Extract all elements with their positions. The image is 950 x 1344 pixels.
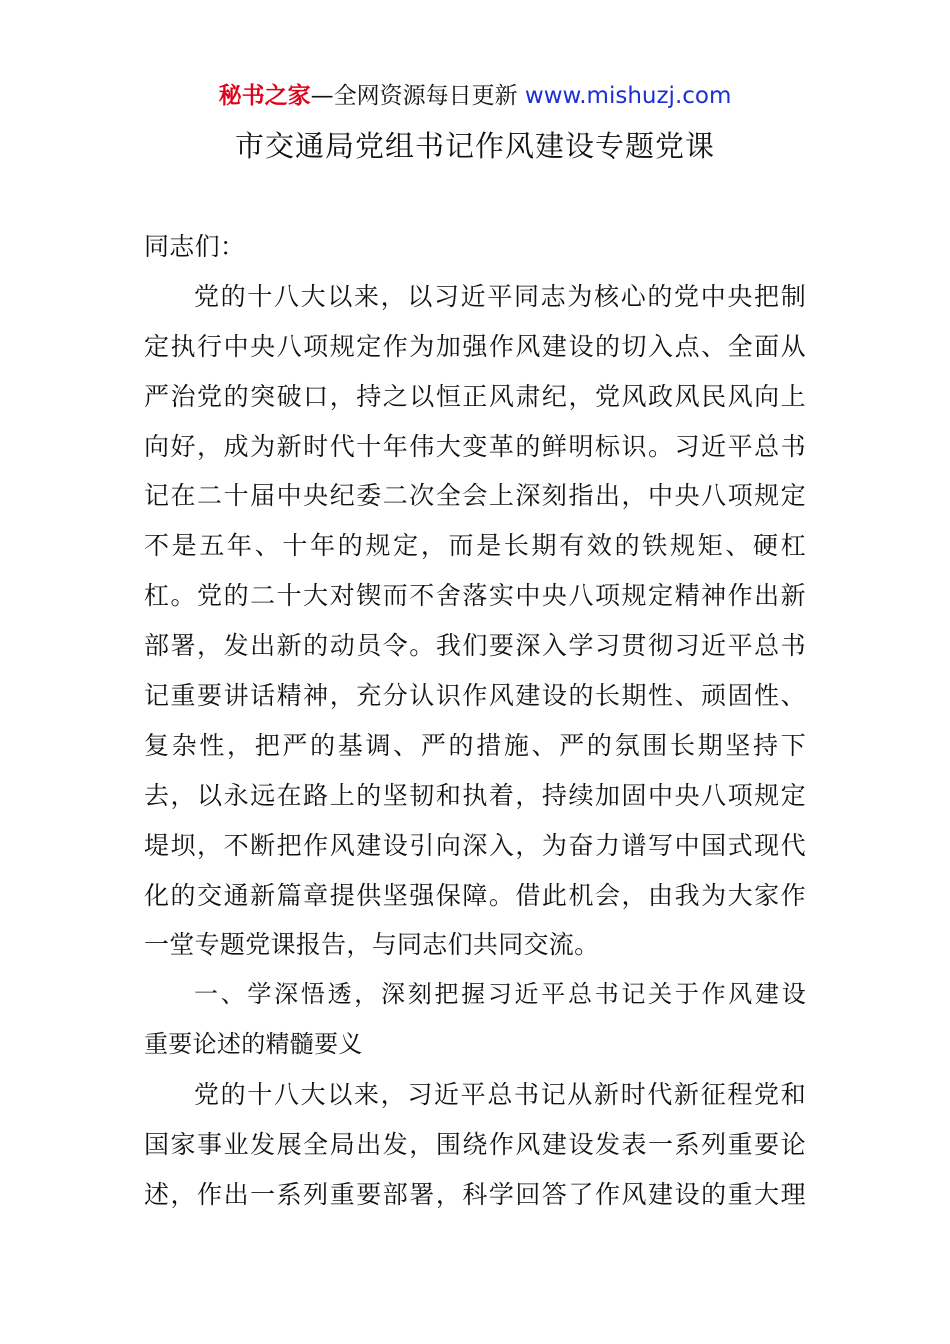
paragraph-line: 记在二十届中央纪委二次全会上深刻指出，中央八项规定 [144, 481, 806, 511]
paragraph-line: 国家事业发展全局出发，围绕作风建设发表一系列重要论 [144, 1130, 806, 1160]
site-tagline: —全网资源每日更新 [310, 83, 525, 109]
paragraph-line: 党的十八大以来，以习近平同志为核心的党中央把制 [194, 281, 806, 311]
paragraph-line: 一堂专题党课报告，与同志们共同交流。 [144, 930, 600, 960]
paragraph-line: 向好，成为新时代十年伟大变革的鲜明标识。习近平总书 [144, 431, 806, 461]
document-title: 市交通局党组书记作风建设专题党课 [234, 129, 715, 163]
paragraph-line: 化的交通新篇章提供坚强保障。借此机会，由我为大家作 [144, 880, 806, 910]
paragraph-line: 述，作出一系列重要部署，科学回答了作风建设的重大理 [144, 1179, 806, 1209]
site-header [0, 80, 950, 112]
paragraph-line: 党的十八大以来，习近平总书记从新时代新征程党和 [194, 1080, 806, 1110]
paragraph-line: 杠。党的二十大对锲而不舍落实中央八项规定精神作出新 [144, 581, 806, 611]
paragraph-line: 不是五年、十年的规定，而是长期有效的铁规矩、硬杠 [144, 531, 806, 561]
paragraph-line: 记重要讲话精神，充分认识作风建设的长期性、顽固性、 [144, 681, 806, 711]
paragraph-line: 去，以永远在路上的坚韧和执着，持续加固中央八项规定 [144, 780, 806, 810]
paragraph-line: 复杂性，把严的基调、严的措施、严的氛围长期坚持下 [144, 730, 806, 760]
section-heading-line: 一、学深悟透，深刻把握习近平总书记关于作风建设 [194, 980, 806, 1009]
document-body [144, 222, 806, 1220]
paragraph-line: 严治党的突破口，持之以恒正风肃纪，党风政风民风向上 [144, 381, 806, 411]
site-url-link[interactable]: www.mishuzj.com [524, 83, 732, 109]
paragraph-line: 定执行中央八项规定作为加强作风建设的切入点、全面从 [144, 331, 806, 361]
site-brand: 秘书之家 [218, 83, 311, 109]
paragraph-line: 堤坝，不断把作风建设引向深入，为奋力谱写中国式现代 [144, 830, 806, 860]
salutation: 同志们： [144, 232, 246, 261]
paragraph-line: 部署，发出新的动员令。我们要深入学习贯彻习近平总书 [144, 631, 806, 661]
section-heading-line: 重要论述的精髓要义 [144, 1030, 363, 1059]
